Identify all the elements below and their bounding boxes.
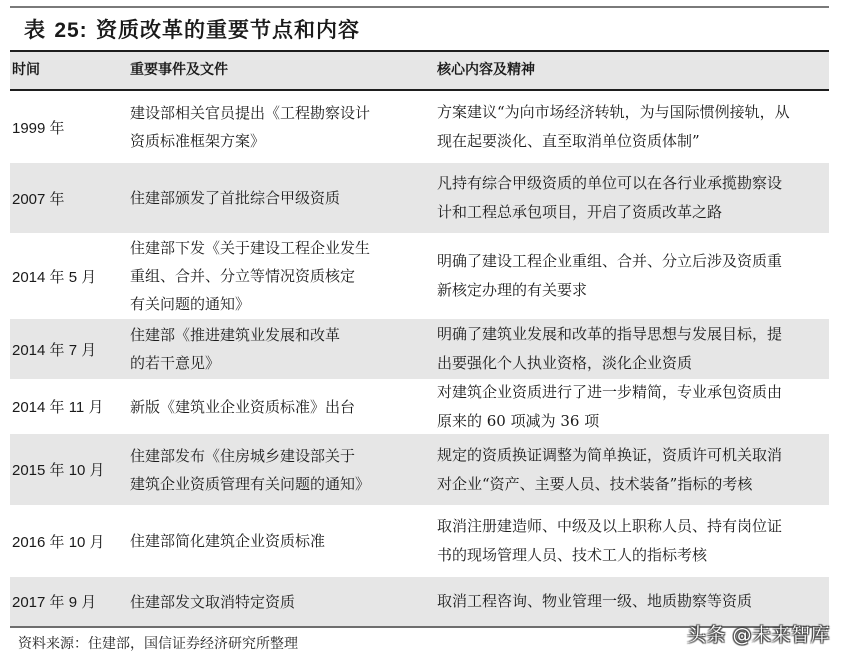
cell-event — [130, 505, 420, 577]
cell-time: 2007 年 — [12, 190, 65, 208]
event-line: 住建部《推进建筑业发展和改革 — [130, 326, 341, 344]
cell-time: 2014 年 5 月 — [12, 268, 97, 286]
event-line: 有关问题的通知》 — [130, 295, 251, 313]
cell-time: 2014 年 7 月 — [12, 341, 97, 359]
core-line: 取消注册建造师、中级及以上职称人员、持有岗位证 — [437, 517, 783, 535]
table-row — [10, 319, 829, 379]
table-row — [10, 163, 829, 233]
core-line: 现在起要淡化、直至取消单位资质体制” — [437, 132, 700, 150]
cell-event — [130, 577, 420, 626]
event-line: 资质标准框架方案》 — [130, 132, 266, 150]
core-line: 凡持有综合甲级资质的单位可以在各行业承揽勘察设 — [437, 174, 783, 192]
cell-event — [130, 319, 420, 379]
top-rule — [10, 6, 829, 8]
core-line: 出要强化个人执业资格，淡化企业资质 — [437, 354, 693, 372]
table-row — [10, 434, 829, 505]
table-row — [10, 577, 829, 626]
cell-time: 2014 年 11 月 — [12, 399, 104, 416]
table-title-number: 25: — [54, 19, 88, 42]
cell-core — [437, 434, 827, 505]
cell-core — [437, 319, 827, 379]
table-row — [10, 233, 829, 319]
table-title-text: 资质改革的重要节点和内容 — [95, 17, 360, 42]
event-line: 住建部发布《住房城乡建设部关于 — [130, 446, 356, 465]
header-time: 时间 — [12, 62, 40, 78]
watermark: 头条 @未来智库 — [687, 624, 831, 646]
core-line: 书的现场管理人员、技术工人的指标考核 — [437, 546, 708, 564]
cell-event — [130, 434, 420, 505]
core-line: 明确了建设工程企业重组、合并、分立后涉及资质重 — [437, 252, 783, 270]
core-line: 规定的资质换证调整为简单换证，资质许可机关取消 — [437, 445, 783, 464]
core-line: 取消工程咨询、物业管理一级、地质勘察等资质 — [437, 592, 753, 610]
cell-event — [130, 379, 420, 434]
event-line: 重组、合并、分立等情况资质核定 — [130, 267, 356, 285]
cell-event — [130, 233, 420, 319]
table-title-prefix: 表 — [24, 17, 46, 42]
event-line: 住建部颁发了首批综合甲级资质 — [130, 189, 341, 207]
cell-time: 1999 年 — [12, 119, 65, 137]
cell-core — [437, 505, 827, 577]
table-header — [10, 50, 829, 91]
event-line: 新版《建筑业企业资质标准》出台 — [130, 397, 356, 416]
table-row — [10, 91, 829, 163]
cell-core — [437, 163, 827, 233]
cell-time: 2017 年 9 月 — [12, 594, 97, 611]
event-line: 住建部发文取消特定资质 — [130, 592, 296, 611]
event-line: 建筑企业资质管理有关问题的通知》 — [130, 474, 371, 493]
table-title — [24, 14, 360, 46]
event-line: 的若干意见》 — [130, 354, 221, 372]
cell-core — [437, 91, 827, 163]
core-line: 方案建议“为向市场经济转轨，为与国际惯例接轨，从 — [437, 103, 790, 121]
cell-event — [130, 163, 420, 233]
cell-event — [130, 91, 420, 163]
event-line: 建设部相关官员提出《工程勘察设计 — [130, 104, 371, 122]
event-line: 住建部简化建筑企业资质标准 — [130, 532, 326, 550]
core-line: 对企业“资产、主要人员、技术装备”指标的考核 — [437, 474, 753, 493]
cell-time: 2015 年 10 月 — [12, 462, 105, 479]
core-line: 计和工程总承包项目，开启了资质改革之路 — [437, 203, 723, 221]
cell-core — [437, 577, 827, 626]
core-line: 原来的 60 项减为 36 项 — [437, 411, 600, 430]
source-note: 资料来源：住建部，国信证券经济研究所整理 — [18, 636, 298, 652]
core-line: 对建筑企业资质进行了进一步精简，专业承包资质由 — [437, 382, 783, 401]
cell-core — [437, 379, 827, 434]
event-line: 住建部下发《关于建设工程企业发生 — [130, 239, 371, 257]
core-line: 明确了建筑业发展和改革的指导思想与发展目标，提 — [437, 325, 783, 343]
table-row — [10, 505, 829, 577]
header-core: 核心内容及精神 — [437, 62, 535, 78]
header-event: 重要事件及文件 — [130, 62, 228, 78]
core-line: 新核定办理的有关要求 — [437, 281, 588, 299]
reform-milestones-table — [10, 50, 829, 628]
cell-time: 2016 年 10 月 — [12, 533, 105, 551]
table-row — [10, 379, 829, 434]
cell-core — [437, 233, 827, 319]
